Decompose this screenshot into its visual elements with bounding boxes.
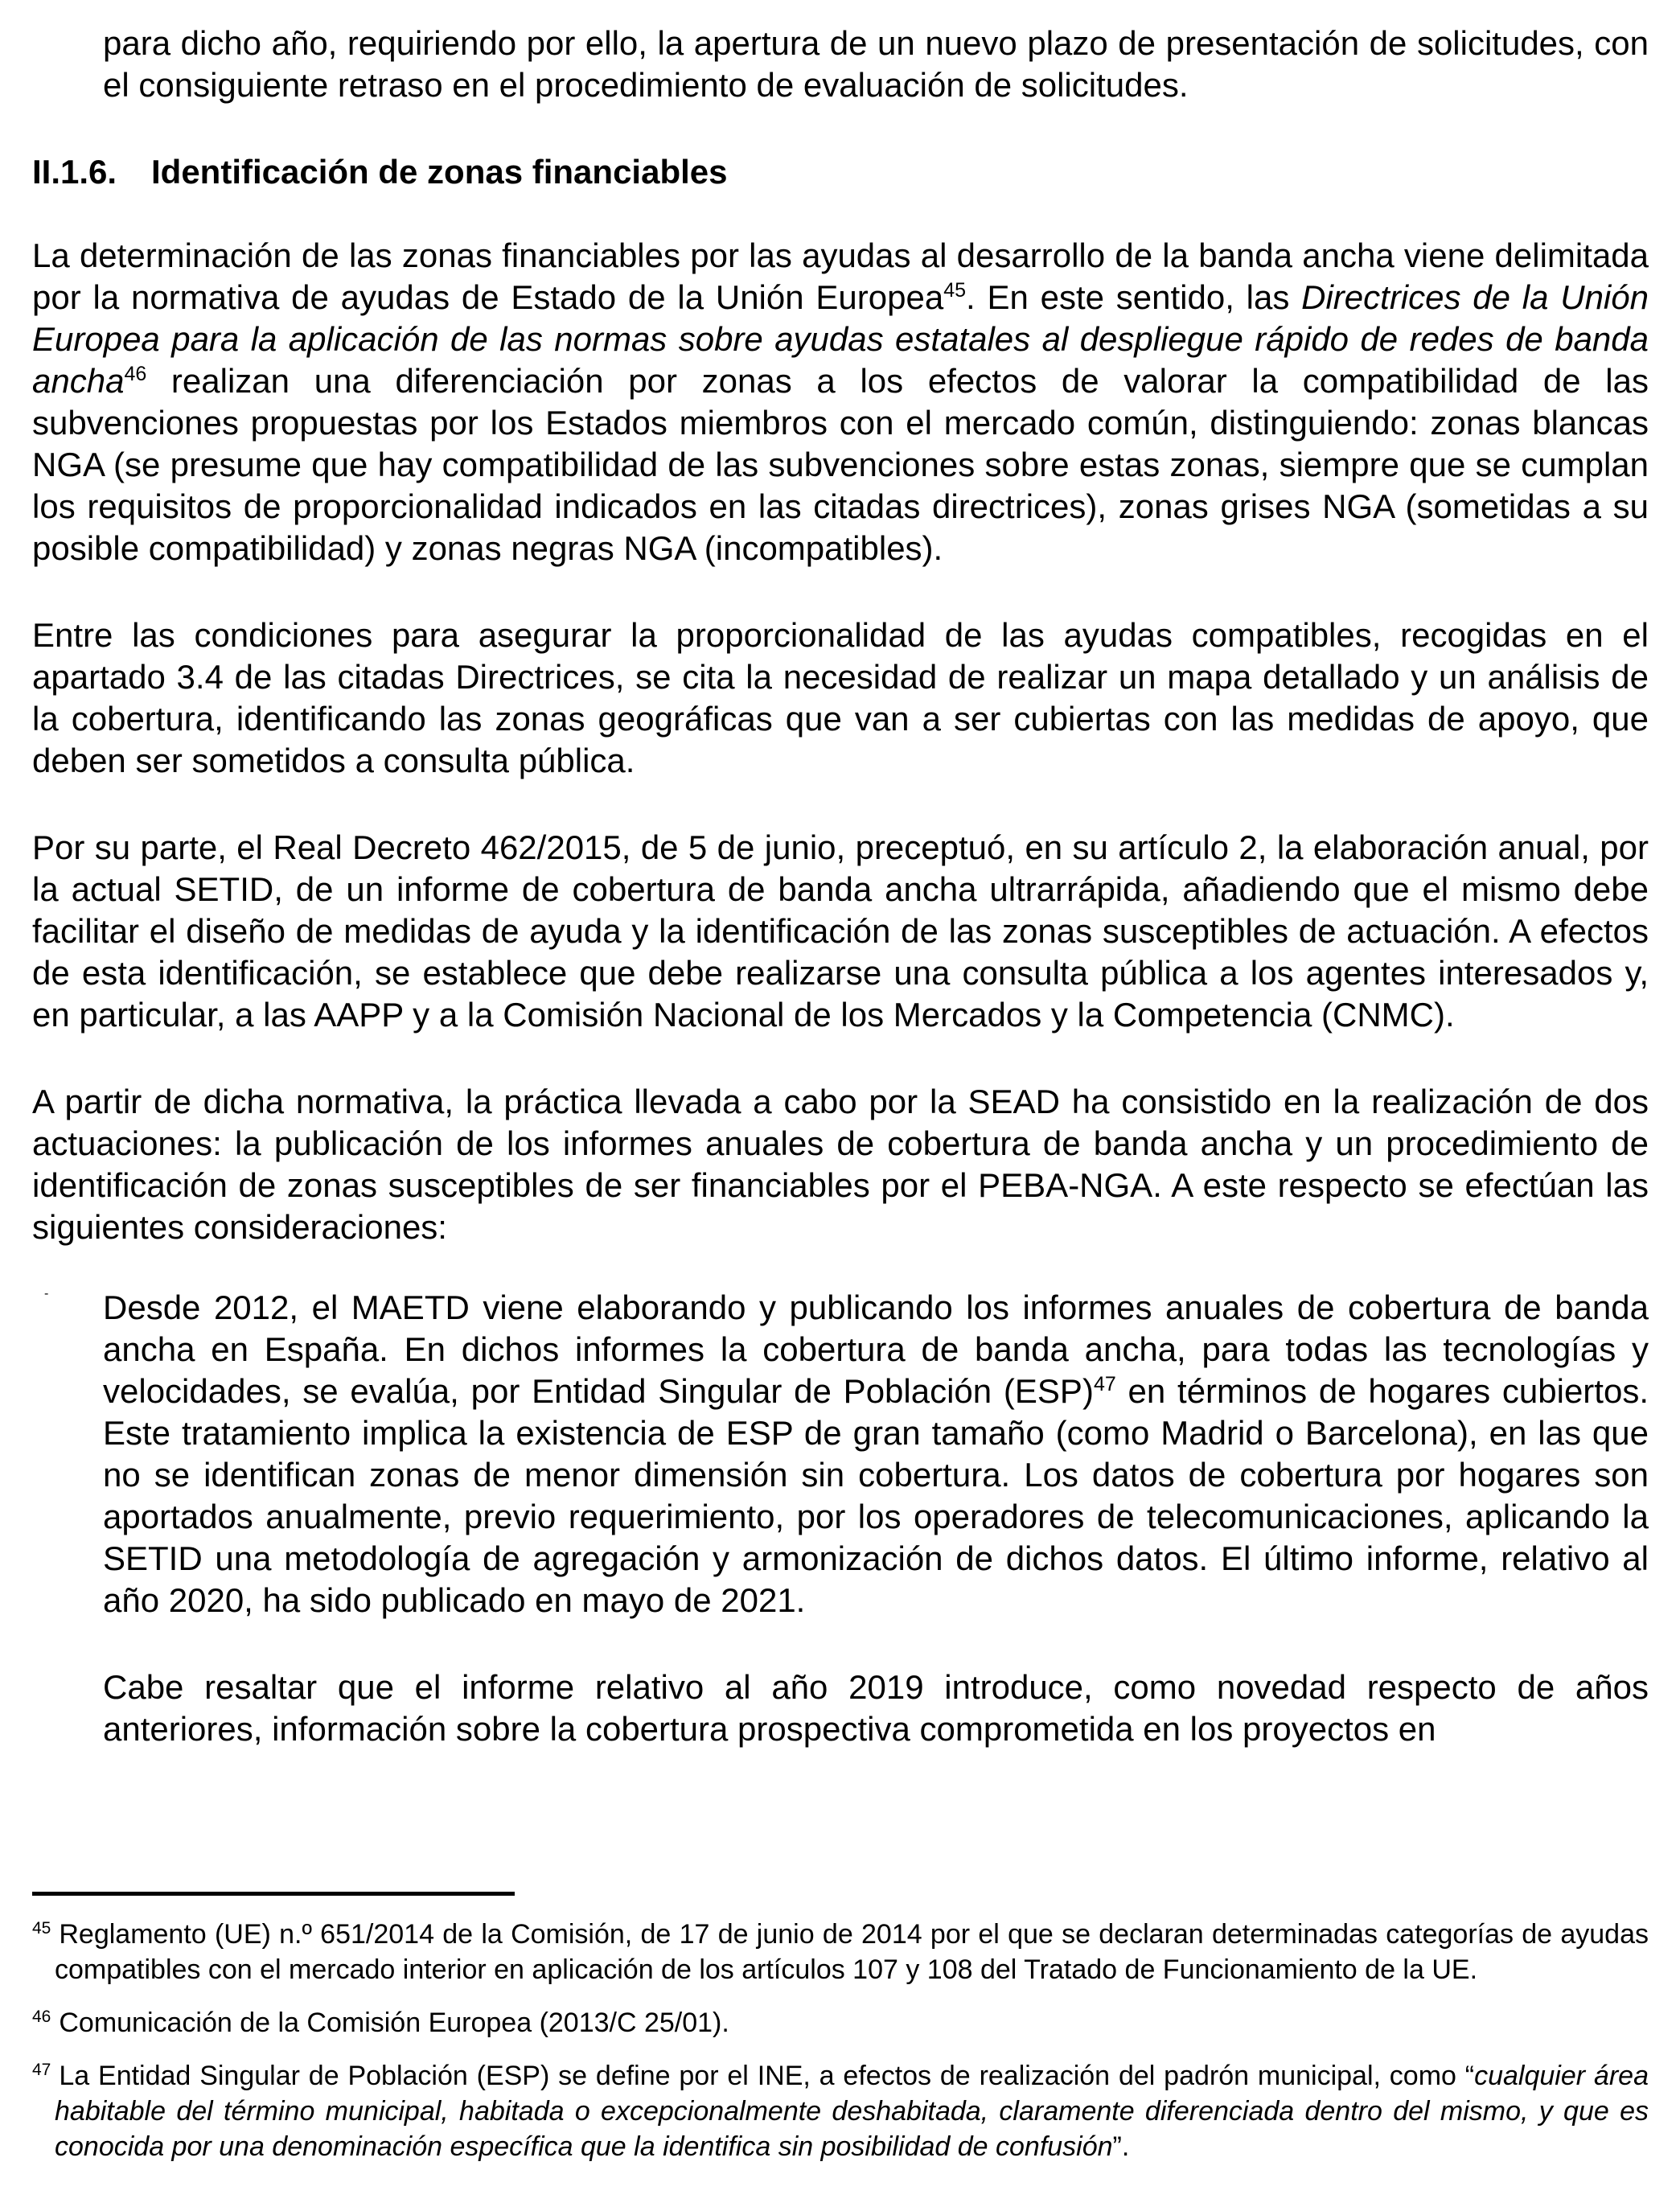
footnote-45	[32, 1917, 1649, 1987]
paragraph-royal-decree	[32, 827, 1649, 1036]
footnote-47-marker: 47	[32, 2061, 51, 2079]
footnotes-section	[32, 1892, 1649, 2164]
footnote-reference-47: 47	[1093, 1373, 1116, 1395]
section-heading	[32, 151, 1649, 193]
paragraph-zones-determination	[32, 235, 1649, 569]
continued-paragraph-text: para dicho año, requiriendo por ello, la apertura de un nuevo plazo de presentación de solicitudes, con el consiguiente retraso en el procedimiento de evaluación de solicitudes.	[103, 24, 1649, 104]
footnote-45-text: Reglamento (UE) n.º 651/2014 de la Comisión, de 17 de junio de 2014 por el que se declaran determinadas categorías de ayudas compatibles con el mercado interior en aplicación de los artículos 107 y 108 del Tratado de Funcionamiento de la UE.	[55, 1919, 1649, 1985]
cited-directive-title: Directrices de la Unión Europea para la aplicación de las normas sobre ayudas estatales al despliegue rápido de redes de banda ancha	[32, 278, 1649, 400]
footnote-47-quote: cualquier área habitable del término municipal, habitada o excepcionalmente deshabitada, claramente diferenciada dentro del mismo, y que es conocida por una denominación específica que la identifica sin posibilidad de confusión	[55, 2061, 1649, 2162]
footnote-47	[32, 2058, 1649, 2164]
footnote-reference-45: 45	[943, 279, 966, 302]
paragraph-text: . En este sentido, las	[966, 278, 1302, 316]
paragraph-text: en términos de hogares cubiertos. Este tratamiento implica la existencia de ESP de gran tamaño (como Madrid o Barcelona), en las que no se identifican zonas de menor dimensión sin cobertura. Los datos de cobertura por hogares son aportados anualmente, previo requerimiento, por los operadores de telecomunicaciones, aplicando la SETID una metodología de agregación y armonización de dichos datos. El último informe, relativo al año 2020, ha sido publicado en mayo de 2021.	[103, 1372, 1649, 1619]
list-item-second-paragraph	[103, 1666, 1649, 1750]
paragraph-text: Desde 2012, el MAETD viene elaborando y publicando los informes anuales de cobertura de banda ancha en España. En dichos informes la cobertura de banda ancha, para todas las tecnologías y velocidades, se evalúa, por Entidad Singular de Población (ESP)	[103, 1288, 1649, 1410]
footnote-46	[32, 2005, 1649, 2040]
paragraph-sead-practice	[32, 1081, 1649, 1248]
section-number: II.1.6.	[32, 153, 117, 191]
footnote-47-text-end: ”.	[1112, 2131, 1130, 2162]
paragraph-text: Por su parte, el Real Decreto 462/2015, de 5 de junio, preceptuó, en su artículo 2, la elaboración anual, por la actual SETID, de un informe de cobertura de banda ancha ultrarrápida, añadiendo que el mismo debe facilitar el diseño de medidas de ayuda y la identificación de las zonas susceptibles de actuación. A efectos de esta identificación, se establece que debe realizarse una consulta pública a los agentes interesados y, en particular, a las AAPP y a la Comisión Nacional de los Mercados y la Competencia (CNMC).	[32, 828, 1649, 1034]
footnote-reference-46: 46	[124, 363, 147, 385]
footnote-46-marker: 46	[32, 2008, 51, 2026]
paragraph-text: Cabe resaltar que el informe relativo al año 2019 introduce, como novedad respecto de años anteriores, información sobre la cobertura prospectiva comprometida en los proyectos en	[103, 1668, 1649, 1748]
continued-paragraph	[103, 23, 1649, 106]
paragraph-text: A partir de dicha normativa, la práctica llevada a cabo por la SEAD ha consistido en la realización de dos actuaciones: la publicación de los informes anuales de cobertura de banda ancha y un procedimiento de identificación de zonas susceptibles de ser financiables por el PEBA-NGA. A este respecto se efectúan las siguientes consideraciones:	[32, 1083, 1649, 1246]
footnote-46-text: Comunicación de la Comisión Europea (2013/C 25/01).	[59, 2008, 729, 2038]
paragraph-text: Entre las condiciones para asegurar la proporcionalidad de las ayudas compatibles, recogidas en el apartado 3.4 de las citadas Directrices, se cita la necesidad de realizar un mapa detallado y un análisis de la cobertura, identificando las zonas geográficas que van a ser cubiertas con las medidas de apoyo, que deben ser sometidos a consulta pública.	[32, 616, 1649, 779]
section-title: Identificación de zonas financiables	[151, 153, 728, 191]
list-item-dash-marker: -	[44, 1287, 49, 1301]
paragraph-proportionality-conditions	[32, 614, 1649, 782]
list-item-paragraph	[103, 1287, 1649, 1621]
paragraph-text: La determinación de las zonas financiables por las ayudas al desarrollo de la banda ancha viene delimitada por la normativa de ayudas de Estado de la Unión Europea	[32, 236, 1649, 316]
list-item-coverage-reports	[32, 1287, 1649, 1621]
footnote-separator-rule	[32, 1892, 515, 1896]
page-body	[32, 23, 1649, 1750]
footnote-47-text: La Entidad Singular de Población (ESP) se define por el INE, a efectos de realización del padrón municipal, como “	[59, 2061, 1475, 2091]
footnote-45-marker: 45	[32, 1919, 51, 1938]
paragraph-text: realizan una diferenciación por zonas a los efectos de valorar la compatibilidad de las subvenciones propuestas por los Estados miembros con el mercado común, distinguiendo: zonas blancas NGA (se presume que hay compatibilidad de las subvenciones sobre estas zonas, siempre que se cumplan los requisitos de proporcionalidad indicados en las citadas directrices), zonas grises NGA (sometidas a su posible compatibilidad) y zonas negras NGA (incompatibles).	[32, 362, 1649, 567]
